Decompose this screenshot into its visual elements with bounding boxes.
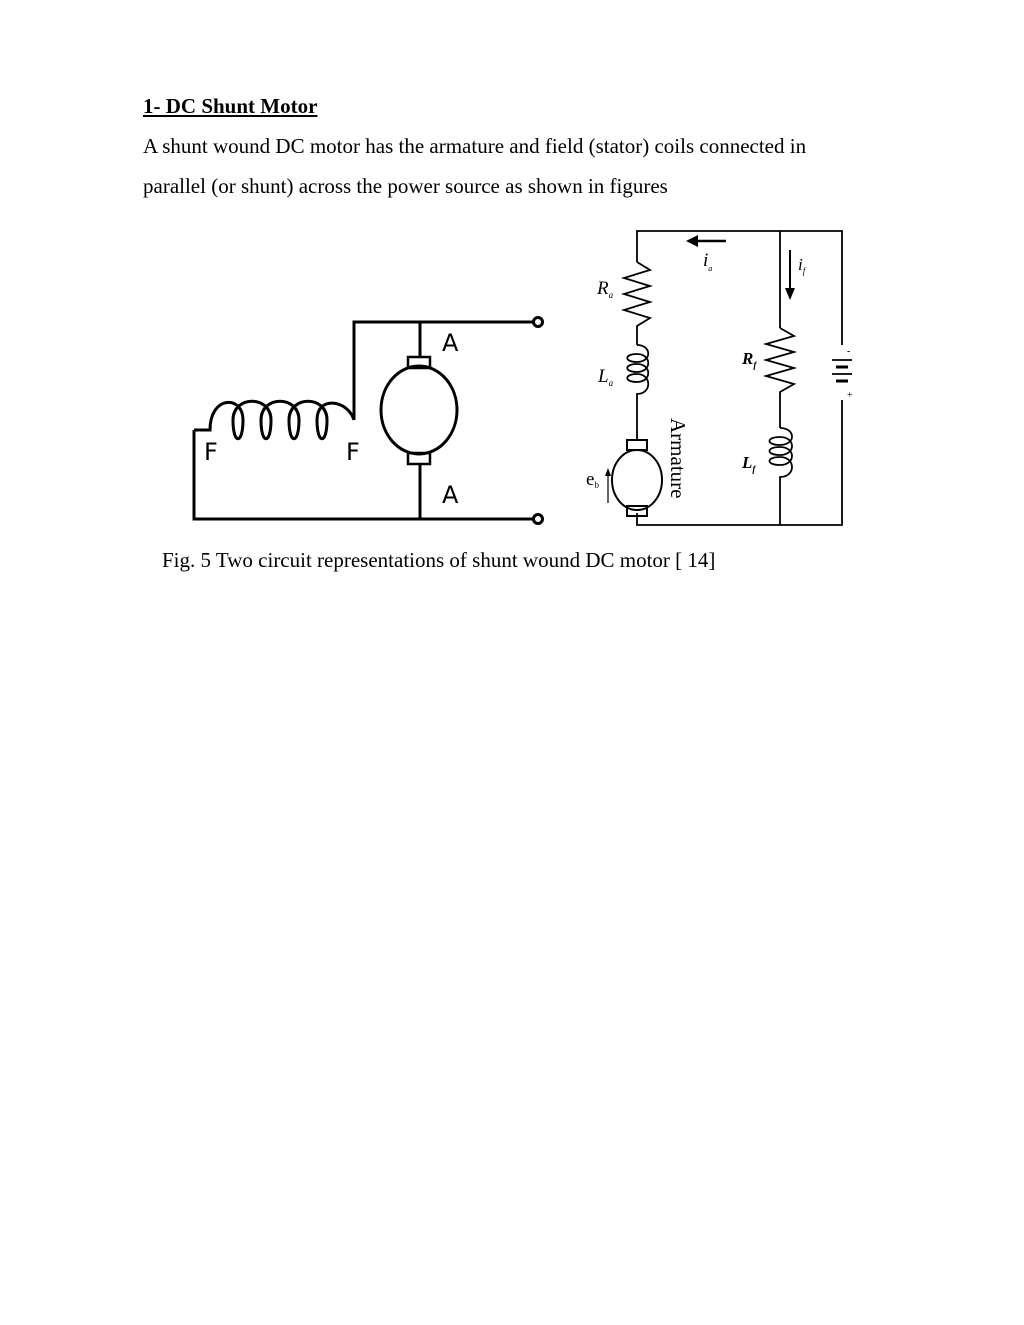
right-circuit-labels bbox=[586, 250, 853, 498]
left-field-coil bbox=[194, 401, 354, 439]
ia-arrowhead bbox=[686, 235, 698, 247]
right-armature-circle bbox=[612, 450, 662, 510]
left-circuit-diagram bbox=[194, 318, 543, 524]
ra-resistor bbox=[624, 262, 650, 345]
shunt-motor-figure bbox=[0, 0, 1024, 620]
left-terminal-top bbox=[534, 318, 543, 327]
label-if: $i_f$ bbox=[798, 255, 806, 276]
label-field-left: F bbox=[204, 438, 218, 466]
right-circuit-diagram bbox=[608, 231, 852, 525]
label-la: $L_a$ bbox=[598, 366, 614, 388]
eb-arrowhead bbox=[605, 468, 611, 476]
rf-resistor bbox=[766, 328, 794, 428]
label-field-right: F bbox=[346, 438, 360, 466]
label-ra: $R_a$ bbox=[597, 278, 614, 300]
paragraph-line-2: parallel (or shunt) across the power source as shown in figures bbox=[143, 174, 668, 198]
if-arrowhead bbox=[785, 288, 795, 300]
label-battery-minus: - bbox=[847, 346, 851, 357]
figure-caption: Fig. 5 Two circuit representations of shunt wound DC motor [ 14] bbox=[162, 548, 716, 572]
label-armature: Armature bbox=[666, 418, 690, 499]
left-terminal-bottom bbox=[534, 515, 543, 524]
label-eb: eb bbox=[586, 469, 599, 490]
label-battery-plus: + bbox=[847, 390, 853, 401]
label-rf: $R_f$ bbox=[742, 349, 757, 370]
right-top-wire bbox=[637, 231, 842, 345]
label-armature-bottom: A bbox=[442, 481, 459, 509]
battery-icon bbox=[832, 360, 852, 381]
la-inductor bbox=[627, 345, 648, 440]
lf-inductor bbox=[770, 428, 793, 492]
label-lf: $L_f$ bbox=[742, 453, 756, 474]
right-armature-top-brush bbox=[627, 440, 647, 450]
label-armature-top: A bbox=[442, 329, 459, 357]
left-bottom-wire bbox=[194, 430, 537, 519]
paragraph-line-1: A shunt wound DC motor has the armature and field (stator) coils connected in bbox=[143, 134, 807, 158]
left-armature-circle bbox=[381, 366, 457, 454]
label-ia: $i_a$ bbox=[703, 250, 713, 273]
section-heading: 1- DC Shunt Motor bbox=[143, 94, 318, 118]
